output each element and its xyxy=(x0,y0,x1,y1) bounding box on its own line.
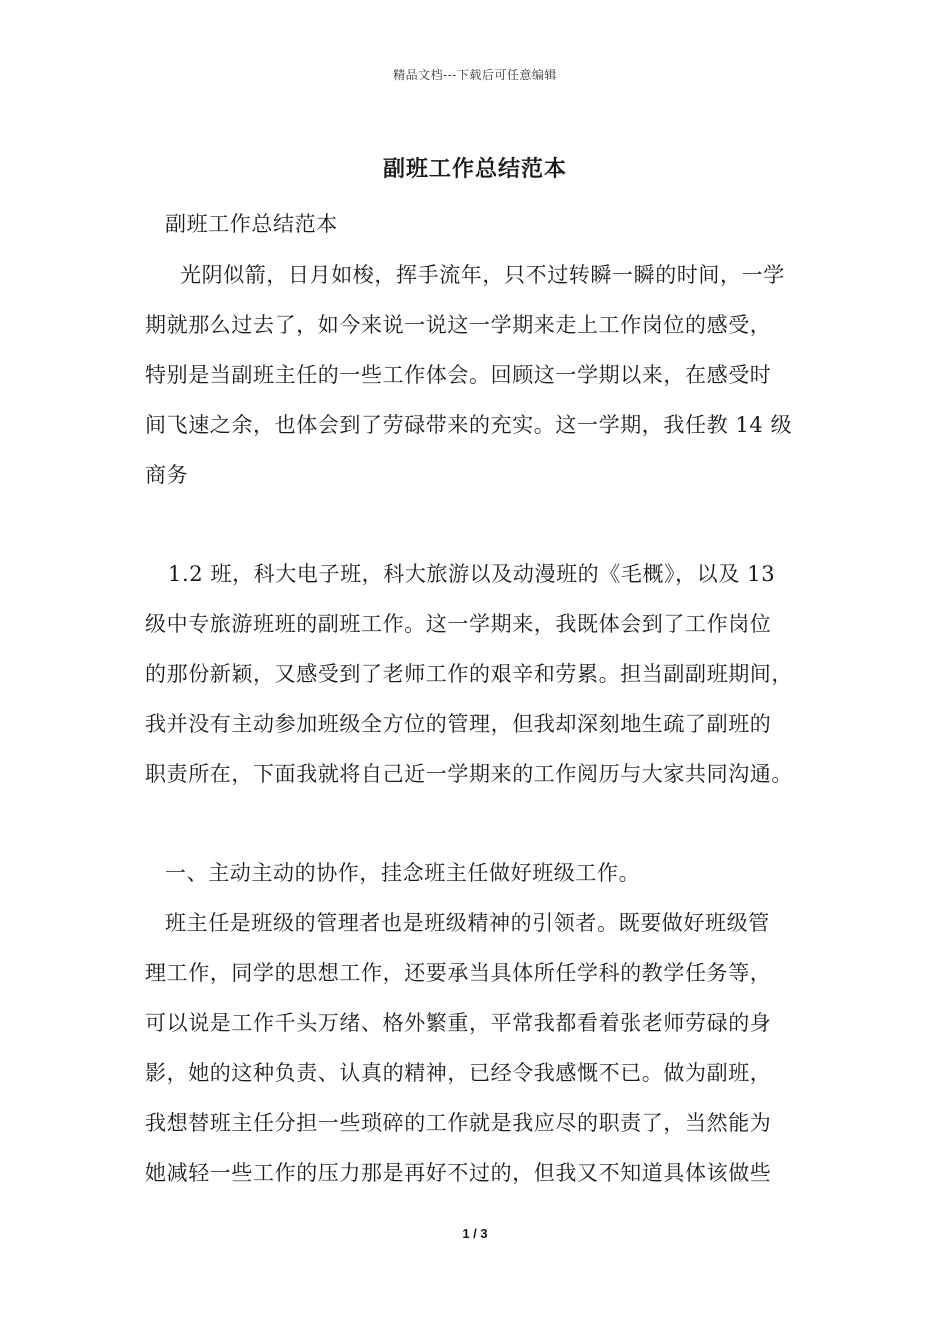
paragraph-line: 影，她的这种负责、认真的精神，已经令我感慨不已。做为副班， xyxy=(145,1061,772,1085)
paragraph-line: 班主任是班级的管理者也是班级精神的引领者。既要做好班级管 xyxy=(165,911,770,935)
paragraph-line: 职责所在，下面我就将自己近一学期来的工作阅历与大家共同沟通。 xyxy=(145,762,793,786)
document-title: 副班工作总结范本 xyxy=(382,156,567,182)
page-number: 1 / 3 xyxy=(462,1226,488,1241)
paragraph-line: 期就那么过去了，如今来说一说这一学期来走上工作岗位的感受， xyxy=(145,313,772,337)
paragraph-line: 她减轻一些工作的压力那是再好不过的，但我又不知道具体该做些 xyxy=(145,1161,772,1185)
paragraph-line: 我想替班主任分担一些琐碎的工作就是我应尽的职责了，当然能为 xyxy=(145,1111,772,1135)
paragraph-line: 的那份新颖，又感受到了老师工作的艰辛和劳累。担当副副班期间， xyxy=(145,662,793,686)
paragraph-line: 级中专旅游班班的副班工作。这一学期来，我既体会到了工作岗位 xyxy=(145,612,772,636)
paragraph-line: 可以说是工作千头万绪、格外繁重，平常我都看着张老师劳碌的身 xyxy=(145,1011,772,1035)
paragraph-line: 光阴似箭，日月如梭，挥手流年，只不过转瞬一瞬的时间，一学 xyxy=(180,263,785,287)
paragraph-line: 间飞速之余，也体会到了劳碌带来的充实。这一学期，我任教 14 级 xyxy=(145,413,793,437)
paragraph-line: 理工作，同学的思想工作，还要承当具体所任学科的教学任务等， xyxy=(145,961,772,985)
subtitle-line: 副班工作总结范本 xyxy=(165,212,338,236)
paragraph-line: 特别是当副班主任的一些工作体会。回顾这一学期以来，在感受时 xyxy=(145,363,772,387)
paragraph-line: 商务 xyxy=(145,463,189,487)
paragraph-line: 我并没有主动参加班级全方位的管理，但我却深刻地生疏了副班的 xyxy=(145,712,772,736)
paragraph-line: 1.2 班，科大电子班，科大旅游以及动漫班的《毛概》，以及 13 xyxy=(168,562,776,586)
section-heading: 一、主动主动的协作，挂念班主任做好班级工作。 xyxy=(165,861,641,885)
page-header: 精品文档---下载后可任意编辑 xyxy=(393,68,557,82)
